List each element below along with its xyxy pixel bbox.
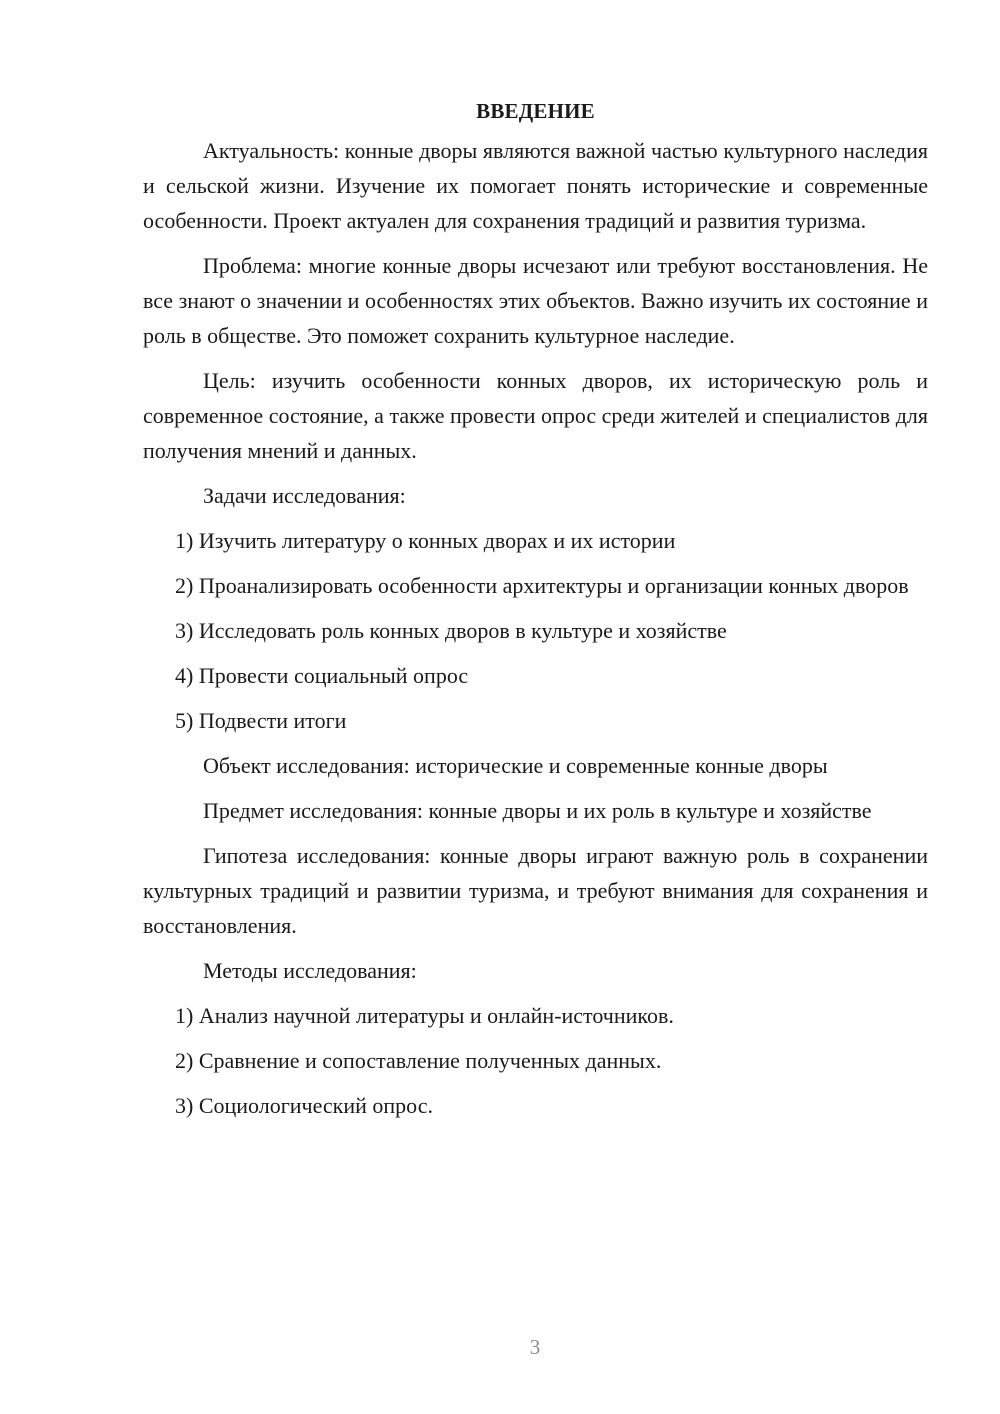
- method-item-2: 2) Сравнение и сопоставление полученных данных.: [175, 1048, 662, 1073]
- task-item-3: 3) Исследовать роль конных дворов в культуре и хозяйстве: [175, 618, 727, 643]
- hypothesis-paragraph: Гипотеза исследования: конные дворы играют важную роль в сохранении культурных традиций и развитии туризма, и требуют внимания для сохранения и восстановления.: [143, 843, 928, 938]
- tasks-title: Задачи исследования:: [203, 483, 406, 508]
- task-item-1: 1) Изучить литературу о конных дворах и их истории: [175, 528, 676, 553]
- task-item-5: 5) Подвести итоги: [175, 708, 347, 733]
- section-heading: ВВЕДЕНИЕ: [476, 99, 595, 123]
- relevance-paragraph: Актуальность: конные дворы являются важной частью культурного наследия и сельской жизни. Изучение их помогает понять исторические и современные особенности. Проект актуален для сохранения традиций и развития туризма.: [143, 138, 928, 233]
- task-item-4: 4) Провести социальный опрос: [175, 663, 469, 688]
- methods-title: Методы исследования:: [203, 958, 417, 983]
- problem-paragraph: Проблема: многие конные дворы исчезают или требуют восстановления. Не все знают о значении и особенностях этих объектов. Важно изучить их состояние и роль в обществе. Это поможет сохранить культурное наследие.: [143, 253, 928, 348]
- subject-paragraph: Предмет исследования: конные дворы и их роль в культуре и хозяйстве: [203, 798, 872, 823]
- document-body: [143, 93, 928, 1133]
- method-item-3: 3) Социологический опрос.: [175, 1093, 433, 1118]
- page-number: 3: [529, 1335, 541, 1359]
- task-item-2: 2) Проанализировать особенности архитектуры и организации конных дворов: [175, 573, 909, 598]
- object-paragraph: Объект исследования: исторические и современные конные дворы: [203, 753, 828, 778]
- method-item-1: 1) Анализ научной литературы и онлайн-источников.: [175, 1003, 674, 1028]
- goal-paragraph: Цель: изучить особенности конных дворов, их историческую роль и современное состояние, а также провести опрос среди жителей и специалистов для получения мнений и данных.: [143, 368, 928, 463]
